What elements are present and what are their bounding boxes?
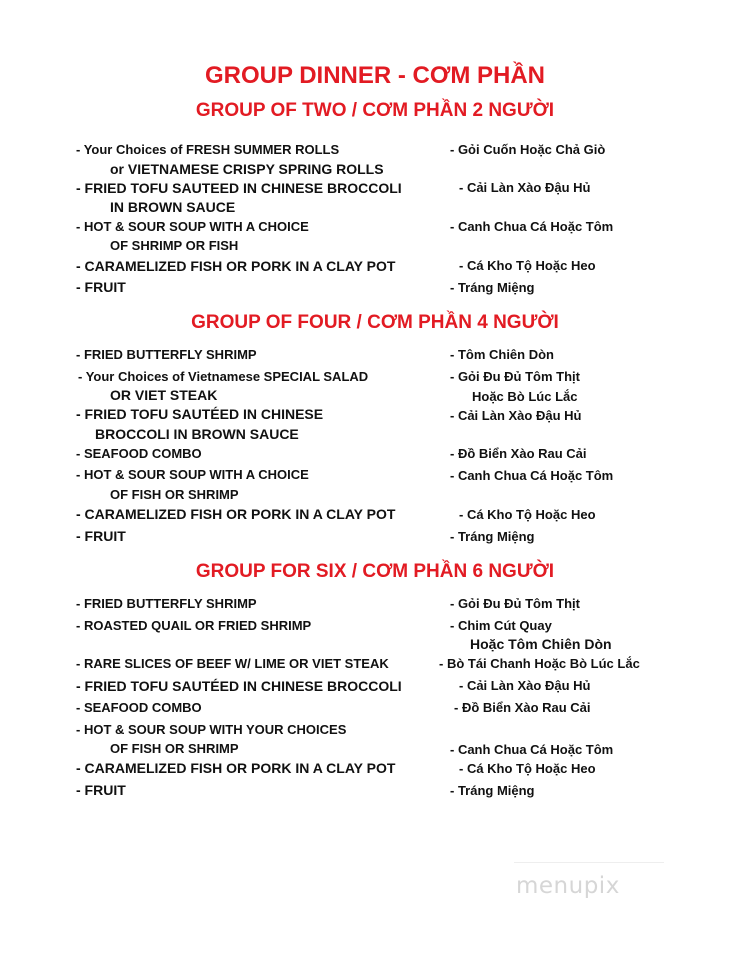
menu-item-vn: - Gỏi Cuốn Hoặc Chả Giò [450,142,606,157]
menu-item-vn-cont: Hoặc Tôm Chiên Dòn [470,636,612,652]
menu-item-en: - FRIED TOFU SAUTEED IN CHINESE BROCCOLI [76,180,402,196]
menu-item-vn: - Tráng Miệng [450,280,535,295]
menu-item-en-strong: SPECIAL SALAD [263,369,369,384]
menu-item-en-cont: OR VIET STEAK [110,387,218,403]
menu-item-vn: - Đồ Biển Xào Rau Cải [450,446,587,461]
menu-item-vn: - Tráng Miệng [450,529,535,544]
menu-item-en: - HOT & SOUR SOUP WITH YOUR CHOICES [76,722,347,737]
menu-item-en: - FRIED TOFU SAUTÉED IN CHINESE BROCCOLI [76,678,402,694]
menu-item-en-cont: OF SHRIMP OR FISH [110,238,239,253]
menu-item-en: - FRUIT [76,279,126,295]
menu-item-vn: - Gỏi Đu Đủ Tôm Thịt [450,596,580,611]
menu-item-en: - CARAMELIZED FISH OR PORK IN A CLAY POT [76,506,396,522]
menu-item-vn: - Cải Làn Xào Đậu Hủ [459,180,591,195]
menu-item-en: - Your Choices of FRESH SUMMER ROLLS [76,142,340,157]
menu-item-en: - FRIED TOFU SAUTÉED IN CHINESE [76,406,324,422]
page-title: GROUP DINNER - CƠM PHẦN [204,62,546,89]
menu-item-vn: - Bò Tái Chanh Hoặc Bò Lúc Lắc [439,656,640,671]
menu-item-vn: - Tráng Miệng [450,783,535,798]
menu-item-en: - FRUIT [76,528,126,544]
menu-item-en: - HOT & SOUR SOUP WITH A CHOICE [76,219,309,234]
section-heading-two: GROUP OF TWO / CƠM PHẦN 2 NGƯỜI [195,100,555,121]
menu-item-en-cont: BROCCOLI IN BROWN SAUCE [95,426,299,442]
section-heading-four: GROUP OF FOUR / CƠM PHẦN 4 NGƯỜI [191,312,559,333]
menu-item-en: - CARAMELIZED FISH OR PORK IN A CLAY POT [76,258,396,274]
menu-item-en: - FRIED BUTTERFLY SHRIMP [76,347,257,362]
section-heading-six: GROUP FOR SIX / CƠM PHẦN 6 NGƯỜI [195,561,555,582]
menu-item-en: - FRIED BUTTERFLY SHRIMP [76,596,257,611]
menu-item-en: - SEAFOOD COMBO [76,700,202,715]
watermark-logo: menupix [516,873,620,899]
menu-item-vn: - Tôm Chiên Dòn [450,347,554,362]
menu-item-vn: - Gỏi Đu Đủ Tôm Thịt [450,369,580,384]
menu-item-en: - ROASTED QUAIL OR FRIED SHRIMP [76,618,312,633]
menu-item-en [78,369,368,384]
menu-item-vn: - Đồ Biển Xào Rau Cải [454,700,591,715]
menu-item-vn: - Cá Kho Tộ Hoặc Heo [459,761,596,776]
menu-item-en: - RARE SLICES OF BEEF W/ LIME OR VIET STEAK [76,656,389,671]
menu-item-vn: - Chim Cút Quay [450,618,552,633]
menu-item-en: - SEAFOOD COMBO [76,446,202,461]
menu-item-vn: - Cá Kho Tộ Hoặc Heo [459,507,596,522]
menu-item-vn: - Cải Làn Xào Đậu Hủ [450,408,582,423]
menu-item-en-cont: IN BROWN SAUCE [110,199,236,215]
menu-item-en-prefix: - Your Choices of Vietnamese [78,369,264,384]
menu-item-vn: - Cải Làn Xào Đậu Hủ [459,678,591,693]
menu-item-en: - FRUIT [76,782,126,798]
menu-item-vn: - Cá Kho Tộ Hoặc Heo [459,258,596,273]
menu-item-en-cont: OF FISH OR SHRIMP [110,487,239,502]
menu-item-vn: - Canh Chua Cá Hoặc Tôm [450,468,614,483]
menu-item-en: - HOT & SOUR SOUP WITH A CHOICE [76,467,309,482]
menu-item-en-cont: OF FISH OR SHRIMP [110,741,239,756]
menu-item-en-cont: or VIETNAMESE CRISPY SPRING ROLLS [110,161,384,177]
menu-item-vn-cont: Hoặc Bò Lúc Lắc [472,389,578,404]
menu-item-vn: - Canh Chua Cá Hoặc Tôm [450,742,614,757]
watermark-divider [514,862,664,863]
menu-item-vn: - Canh Chua Cá Hoặc Tôm [450,219,614,234]
menu-item-en: - CARAMELIZED FISH OR PORK IN A CLAY POT [76,760,396,776]
